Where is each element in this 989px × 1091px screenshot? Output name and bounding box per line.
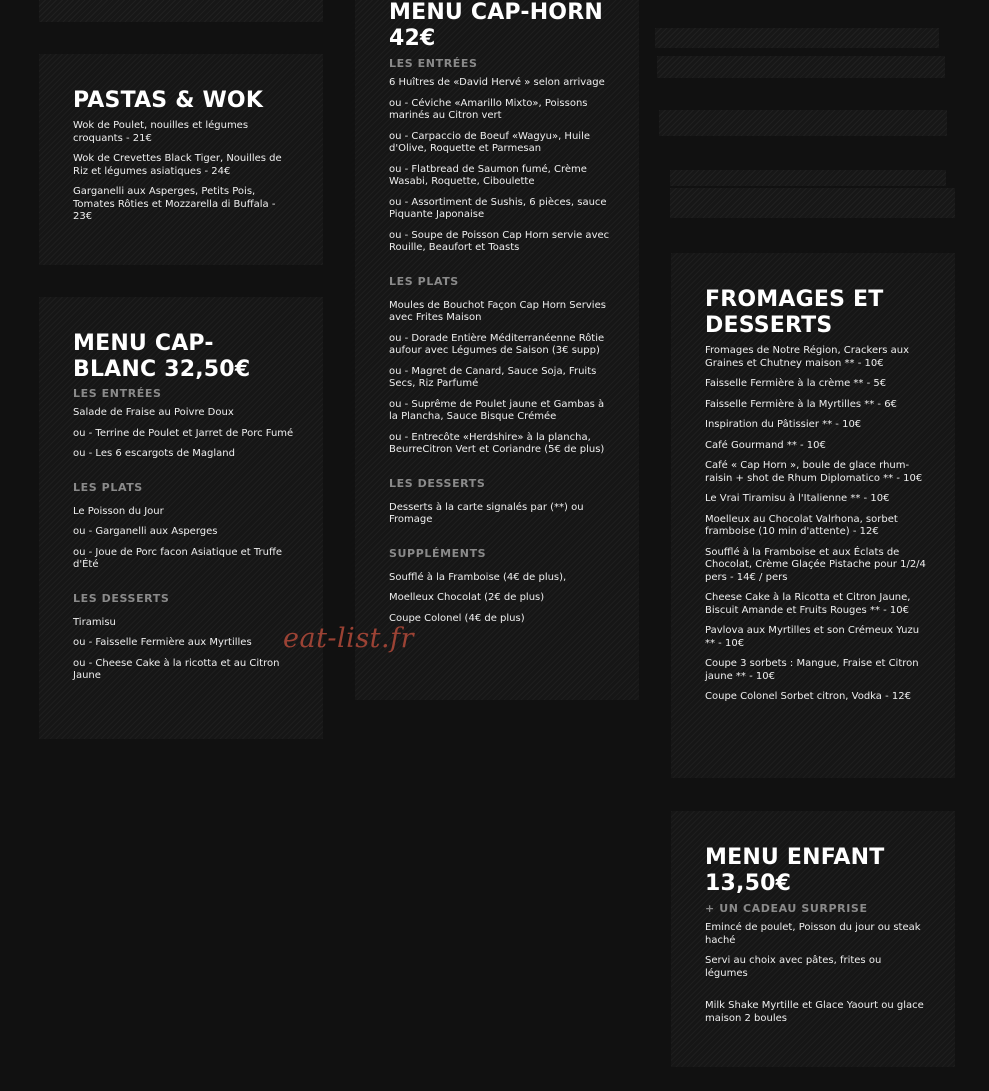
section-label-desserts: LES DESSERTS: [73, 591, 170, 605]
right-panel-fragment-4: [670, 170, 946, 186]
title-line: MENU CAP-: [73, 331, 214, 356]
menu-item: ou - Joue de Porc facon Asiatique et Truffe d'Été: [73, 546, 283, 570]
menu-item: Wok de Poulet, nouilles et légumes croquants - 21€: [73, 120, 249, 144]
fromages-desserts-panel: [671, 253, 955, 778]
menu-cap-blanc-title: [73, 331, 295, 383]
title-line: 42€: [389, 26, 436, 51]
top-left-panel-fragment: [39, 0, 323, 22]
menu-item: Cheese Cake à la Ricotta et Citron Jaune, Biscuit Amande et Fruits Rouges ** - 10€: [705, 592, 911, 616]
menu-cap-horn-title: [389, 0, 611, 52]
menu-item: Coupe Colonel (4€ de plus): [389, 612, 525, 624]
menu-item: Coupe 3 sorbets : Mangue, Fraise et Citron jaune ** - 10€: [705, 658, 919, 682]
menu-item: Tiramisu: [73, 616, 116, 628]
menu-item: ou - Faisselle Fermière aux Myrtilles: [73, 637, 252, 648]
right-panel-fragment-3: [659, 110, 947, 136]
menu-item: Inspiration du Pâtissier ** - 10€: [705, 419, 862, 430]
menu-item: Faisselle Fermière à la crème ** - 5€: [705, 378, 887, 389]
menu-item: ou - Flatbread de Saumon fumé, Crème Wasabi, Roquette, Ciboulette: [389, 163, 587, 187]
menu-item: ou - Cheese Cake à la ricotta et au Citron Jaune: [73, 657, 280, 681]
menu-item: Soufflé à la Framboise et aux Éclats de Chocolat, Crème Glaçée Pistache pour 1/2/4 pers - 14€ / pers: [705, 546, 926, 583]
menu-item: ou - Céviche «Amarillo Mixto», Poissons marinés au Citron vert: [389, 97, 588, 121]
menu-cap-blanc-panel: [39, 297, 323, 739]
menu-item: Salade de Fraise au Poivre Doux: [73, 407, 234, 418]
menu-item: Wok de Crevettes Black Tiger, Nouilles de Riz et légumes asiatiques - 24€: [73, 153, 282, 177]
menu-item: Café « Cap Horn », boule de glace rhum-raisin + shot de Rhum Diplomatico ** - 10€: [705, 460, 923, 484]
menu-item: 6 Huîtres de «David Hervé » selon arrivage: [389, 77, 605, 88]
menu-item: Le Poisson du Jour: [73, 505, 164, 517]
menu-item: ou - Les 6 escargots de Magland: [73, 448, 235, 459]
enfant-subtitle: + UN CADEAU SURPRISE: [705, 902, 868, 915]
menu-item: ou - Entrecôte «Herdshire» à la plancha, BeurreCitron Vert et Coriandre (5€ de plus): [389, 431, 605, 455]
title-line: 13,50€: [705, 871, 792, 896]
menu-item: ou - Assortiment de Sushis, 6 pièces, sauce Piquante Japonaise: [389, 196, 607, 220]
menu-item: Soufflé à la Framboise (4€ de plus),: [389, 571, 567, 583]
menu-item: Desserts à la carte signalés par (**) ou Fromage: [389, 501, 584, 525]
pastas-wok-panel: [39, 54, 323, 265]
section-label-entrees: LES ENTRÉES: [73, 387, 162, 400]
menu-item: Garganelli aux Asperges, Petits Pois, Tomates Rôties et Mozzarella di Buffala - 23€: [73, 186, 276, 222]
menu-item: Faisselle Fermière à la Myrtilles ** - 6€: [705, 398, 897, 410]
menu-item: ou - Suprême de Poulet jaune et Gambas à la Plancha, Sauce Bisque Crémée: [389, 398, 605, 422]
title-line: FROMAGES ET: [705, 287, 884, 312]
section-label-entrees: LES ENTRÉES: [389, 57, 478, 70]
menu-item: Milk Shake Myrtille et Glace Yaourt ou glace maison 2 boules: [705, 1000, 924, 1024]
title-line: MENU CAP-HORN: [389, 0, 603, 25]
title-line: BLANC 32,50€: [73, 357, 251, 382]
menu-item: Café Gourmand ** - 10€: [705, 439, 826, 451]
menu-item: ou - Magret de Canard, Sauce Soja, Fruits Secs, Riz Parfumé: [389, 365, 597, 389]
right-panel-fragment-1: [655, 28, 939, 48]
eat-list-watermark: eat-list.fr: [283, 623, 415, 654]
menu-item: Fromages de Notre Région, Crackers aux Graines et Chutney maison ** - 10€: [705, 345, 909, 369]
menu-enfant-title: [705, 845, 927, 897]
menu-cap-horn-panel: [355, 0, 639, 700]
menu-item: Coupe Colonel Sorbet citron, Vodka - 12€: [705, 691, 911, 702]
menu-item: Moelleux au Chocolat Valrhona, sorbet framboise (10 min d'attente) - 12€: [705, 513, 898, 537]
menu-item: Moules de Bouchot Façon Cap Horn Servies avec Frites Maison: [389, 299, 606, 323]
section-label-supplements: SUPPLÉMENTS: [389, 546, 487, 560]
section-label-desserts: LES DESSERTS: [389, 476, 486, 490]
menu-item: Pavlova aux Myrtilles et son Crémeux Yuzu ** - 10€: [705, 625, 920, 649]
title-line: DESSERTS: [705, 313, 833, 338]
menu-item: Servi au choix avec pâtes, frites ou légumes: [705, 955, 882, 979]
menu-item: Le Vrai Tiramisu à l'Italienne ** - 10€: [705, 493, 890, 504]
menu-item: ou - Garganelli aux Asperges: [73, 526, 218, 537]
menu-item: ou - Carpaccio de Boeuf «Wagyu», Huile d'Olive, Roquette et Parmesan: [389, 130, 591, 154]
menu-item: Emincé de poulet, Poisson du jour ou steak haché: [705, 922, 921, 946]
right-panel-fragment-5: [670, 188, 955, 218]
menu-item: ou - Soupe de Poisson Cap Horn servie avec Rouille, Beaufort et Toasts: [389, 229, 610, 253]
section-label-plats: LES PLATS: [389, 274, 459, 288]
menu-item: ou - Terrine de Poulet et Jarret de Porc Fumé: [73, 427, 294, 439]
menu-enfant-panel: [671, 811, 955, 1067]
menu-item: Moelleux Chocolat (2€ de plus): [389, 592, 545, 603]
fromages-desserts-title: [705, 287, 927, 339]
section-label-plats: LES PLATS: [73, 480, 143, 494]
title-line: MENU ENFANT: [705, 845, 885, 870]
menu-item: ou - Dorade Entière Méditerranéenne Rôtie aufour avec Légumes de Saison (3€ supp): [389, 332, 605, 356]
pastas-wok-title: PASTAS & WOK: [73, 88, 264, 113]
right-panel-fragment-2: [657, 56, 945, 78]
